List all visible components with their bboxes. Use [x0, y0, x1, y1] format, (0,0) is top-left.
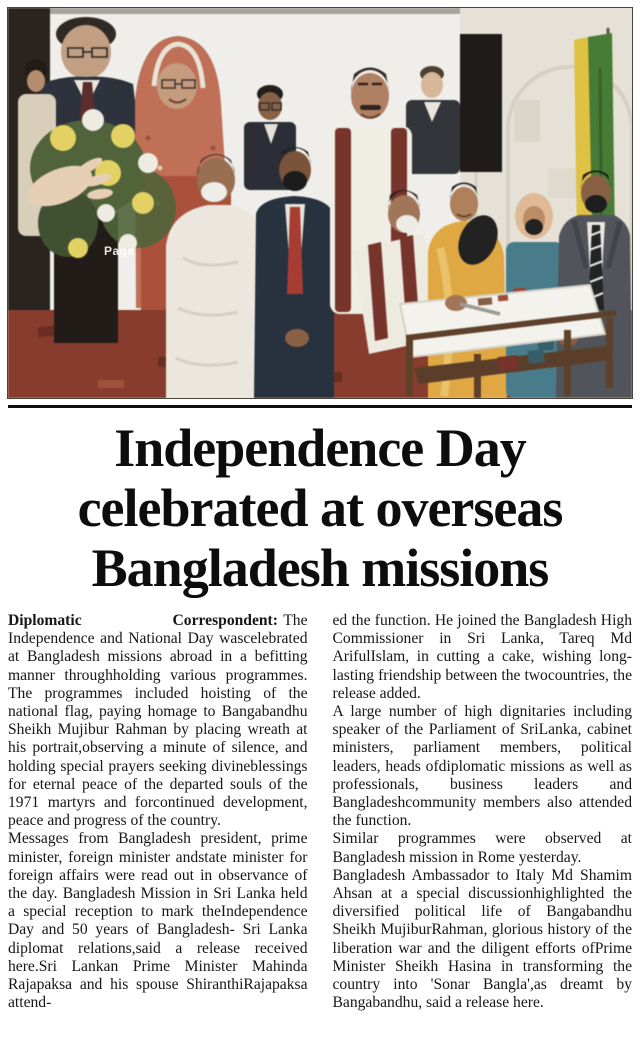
headline-divider: [8, 405, 632, 408]
paragraph: ed the function. He joined the Bangladesh High Commissioner in Sri Lanka, Tareq Md ArifulIslam, in cutting a cake, wishing long-lasting friendship between the twocountries, the release added.: [332, 612, 632, 702]
paragraph-text: The Independence and National Day wascelebrated at Bangladesh missions abroad in a befitting manner throughholding various programmes. The programmes included hoisting of the national flag, paying homage to Bangabandhu Sheikh Mujibur Rahman by placing wreath at his portrait,observing a minute of silence, and holding special prayers seeking divineblessings for eternal peace of the departed souls of the 1971 martyrs and forcontinued development, peace and progress of the country.: [8, 612, 308, 830]
paragraph: [8, 612, 308, 830]
paragraph: Messages from Bangladesh president, prime minister, foreign minister andstate minister for foreign affairs were read out in observance of the day. Bangladesh Mission in Sri Lanka held a special reception to mark theIndependence Day and 50 years of Bangladesh- Sri Lanka diplomat relations,said a release received here.Sri Lankan Prime Minister Mahinda Rajapaksa and his spouse ShiranthiRajapaksa attend-: [8, 830, 308, 1012]
paragraph: Similar programmes were observed at Bangladesh mission in Rome yesterday.: [332, 830, 632, 866]
headline-line-3: Bangladesh missions: [91, 538, 549, 598]
newspaper-clipping: [0, 8, 640, 1063]
headline-line-2: celebrated at overseas: [77, 478, 563, 538]
right-column: [333, 612, 633, 1012]
article-photo: [8, 8, 632, 398]
headline-line-1: Independence Day: [114, 418, 526, 478]
paragraph: A large number of high dignitaries including speaker of the Parliament of SriLanka, cabinet ministers, parliament members, political leaders, heads ofdiplomatic missions as well as professionals, business leaders and Bangladeshcommunity members also attended the function.: [332, 703, 632, 830]
byline-label: Diplomatic Correspondent:: [8, 612, 278, 629]
article-body: [8, 612, 632, 1012]
photo-scene: [8, 8, 632, 398]
page-title: [4, 418, 636, 598]
photo-watermark-text: Page: [104, 244, 135, 258]
paragraph: Bangladesh Ambassador to Italy Md Shamim Ahsan at a special discussionhighlighted the diversified political life of Bangabandhu Sheikh MujiburRahman, glorious history of the liberation war and the diligent efforts ofPrime Minister Sheikh Hasina in transforming the country into 'Sonar Bangla',as dreamt by Bangabandhu, said a release here.: [332, 866, 632, 1012]
left-column: [8, 612, 308, 1012]
